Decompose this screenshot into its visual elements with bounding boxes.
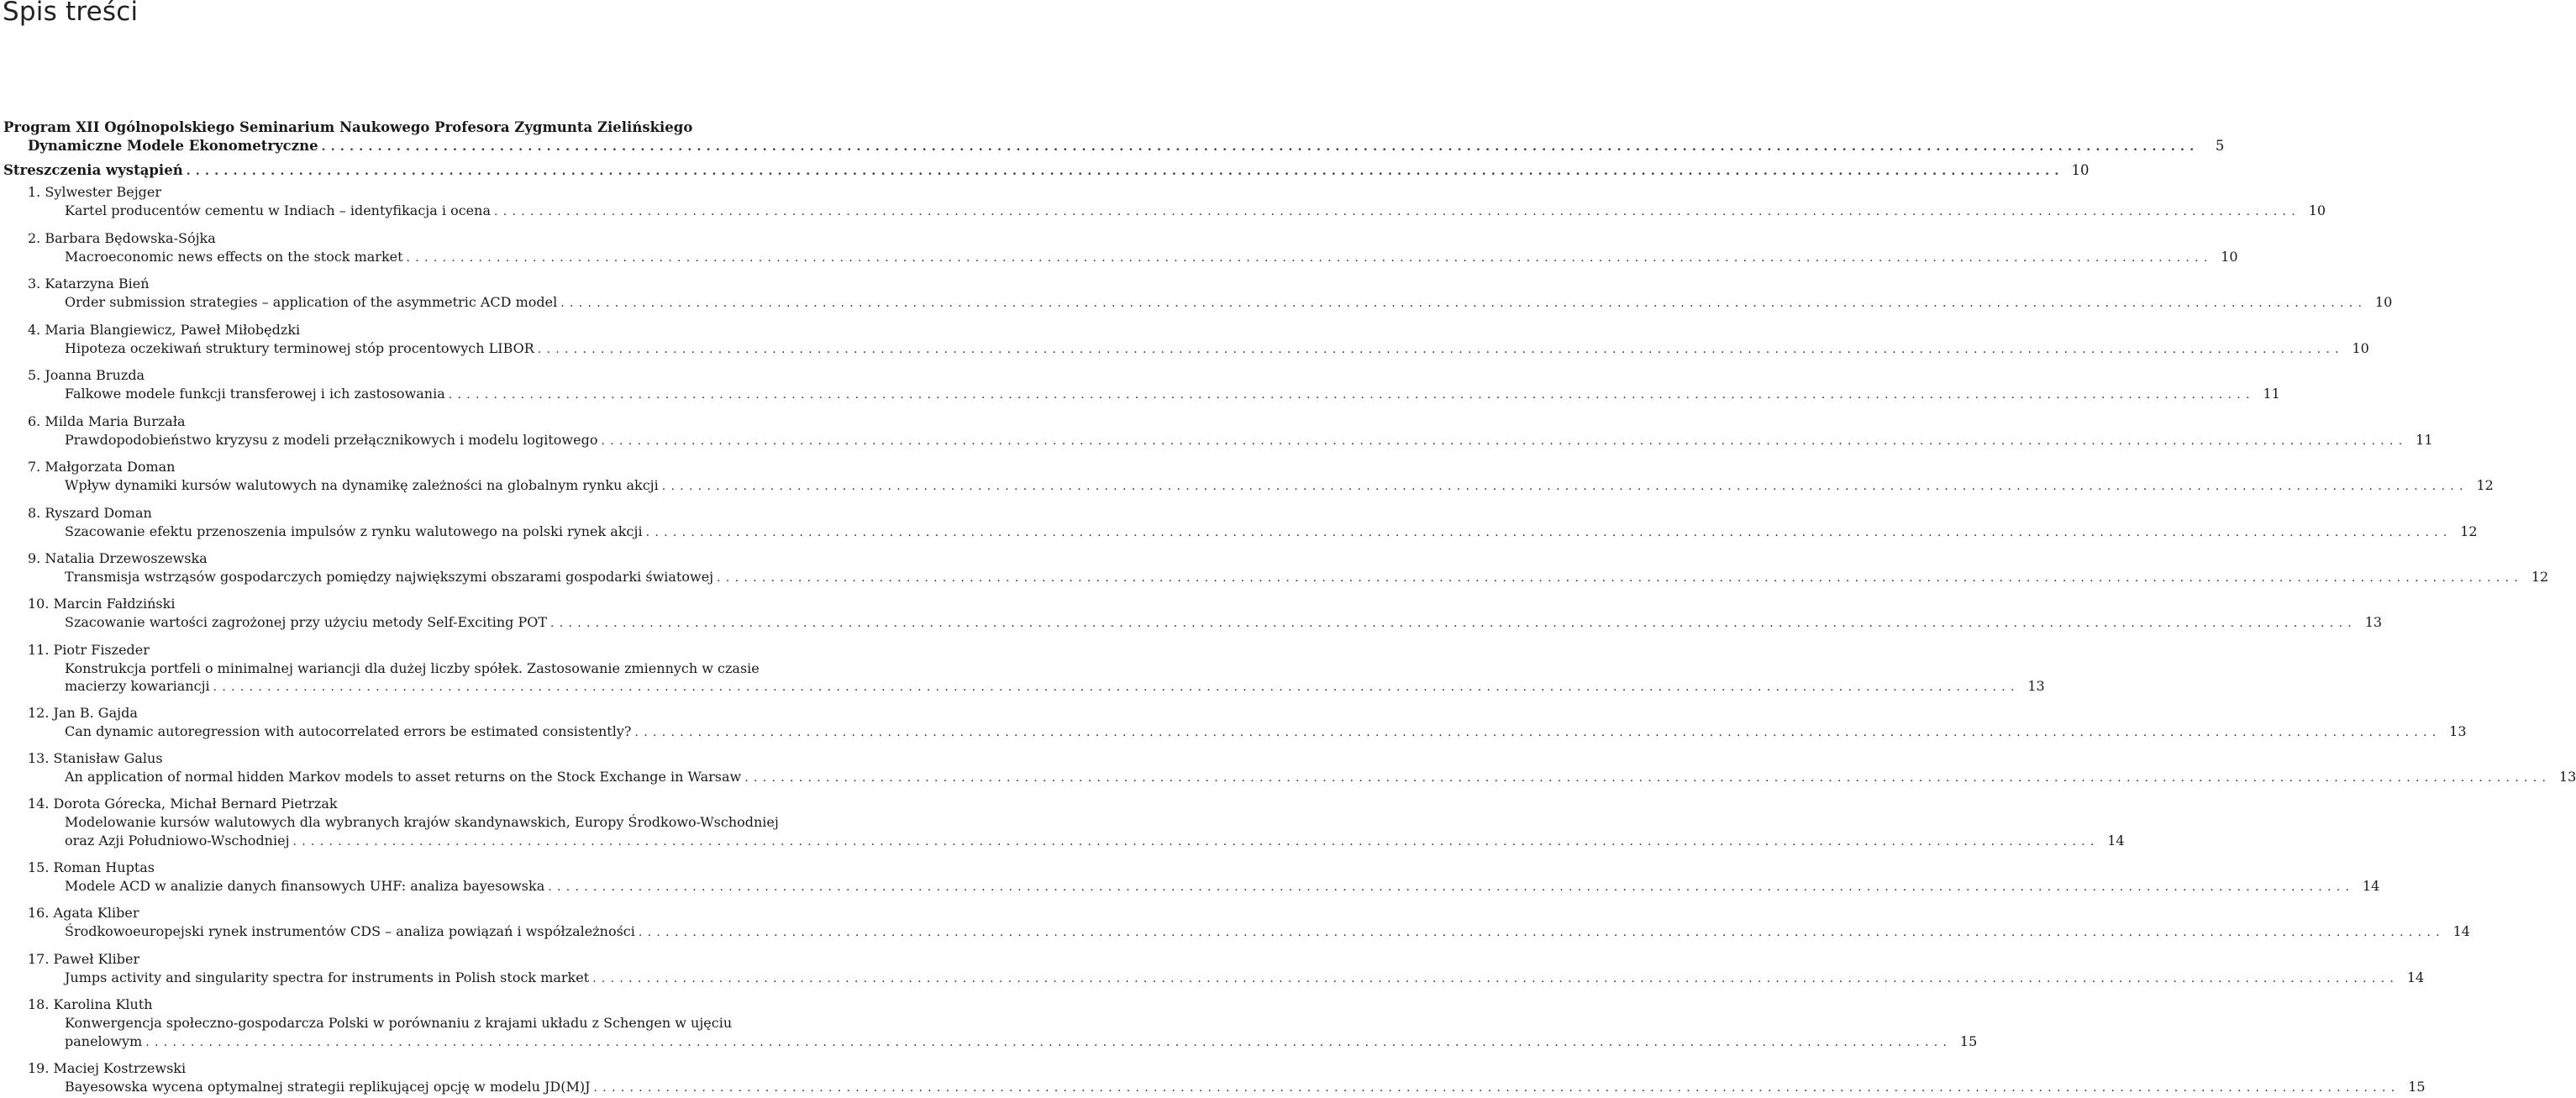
dot-leader: ........................................................................................................................................................................................................	[448, 388, 2255, 402]
toc-entry-author[interactable]: 8. Ryszard Doman	[28, 505, 152, 521]
dot-leader: ........................................................................................................................................................................................................	[560, 297, 2368, 310]
dot-leader: ........................................................................................................................................................................................................	[548, 880, 2355, 894]
dot-leader: ........................................................................................................................................................................................................	[145, 1036, 1953, 1049]
toc-entry-author[interactable]: 19. Maciej Kostrzewski	[28, 1060, 187, 1076]
page-number: 14	[2107, 833, 2125, 848]
page-number: 10	[2374, 294, 2393, 310]
dot-leader: ........................................................................................................................................................................................................	[537, 343, 2344, 356]
toc-entry[interactable]	[65, 340, 2369, 358]
toc-entry-author[interactable]: 9. Natalia Drzewoszewska	[28, 550, 208, 566]
page-number: 13	[2558, 769, 2576, 785]
toc-entry-title: macierzy kowariancji	[65, 678, 210, 694]
toc-entry[interactable]	[65, 294, 2393, 312]
toc-entry-author[interactable]: 14. Dorota Górecka, Michał Bernard Pietrzak	[28, 796, 338, 812]
page-number: 14	[2362, 878, 2380, 894]
toc-entry[interactable]	[65, 249, 2238, 266]
toc-program-entry[interactable]	[28, 138, 2225, 155]
page-number: 10	[2308, 202, 2326, 218]
dot-leader: ........................................................................................................................................................................................................	[744, 771, 2552, 785]
page-number: 10	[2071, 162, 2090, 178]
toc-entry-author[interactable]: 18. Karolina Kluth	[28, 996, 153, 1012]
toc-entry-title: Wpływ dynamiki kursów walutowych na dynamikę zależności na globalnym rynku akcji	[65, 477, 659, 493]
page-number: 12	[2531, 569, 2549, 585]
toc-entry-author[interactable]: 7. Małgorzata Doman	[28, 459, 176, 475]
dot-leader: ........................................................................................................................................................................................................	[406, 251, 2213, 265]
toc-entry-author[interactable]: 5. Joanna Bruzda	[28, 367, 145, 383]
page-number: 13	[2449, 723, 2467, 739]
toc-entry-title: Macroeconomic news effects on the stock market	[65, 249, 403, 265]
toc-streszczenia-entry[interactable]	[3, 162, 2090, 180]
page-title: Spis treści	[3, 0, 139, 27]
toc-entry-title: An application of normal hidden Markov models to asset returns on the Stock Exchange in Warsaw	[65, 769, 742, 785]
toc-entry-title: Falkowe modele funkcji transferowej i ich zastosowania	[65, 386, 445, 402]
dot-leader: ........................................................................................................................................................................................................	[645, 526, 2452, 539]
dot-leader: ........................................................................................................................................................................................................	[186, 165, 2064, 178]
toc-streszczenia-label: Streszczenia wystąpień	[3, 162, 183, 178]
toc-entry-author[interactable]: 1. Sylwester Bejger	[28, 184, 162, 200]
toc-entry-author[interactable]: 11. Piotr Fiszeder	[28, 642, 150, 658]
toc-entry-title: oraz Azji Południowo-Wschodniej	[65, 833, 290, 848]
page-number: 10	[2221, 249, 2238, 265]
page-number: 5	[2215, 138, 2225, 154]
page-number: 10	[2352, 340, 2369, 356]
toc-entry-title: Szacowanie wartości zagrożonej przy użyciu metody Self-Exciting POT	[65, 614, 548, 630]
page-number: 11	[2416, 432, 2433, 448]
toc-entry-title: Modele ACD w analizie danych finansowych UHF: analiza bayesowska	[65, 878, 545, 894]
toc-entry-title-line1[interactable]: Konwergencja społeczno-gospodarcza Polski w porównaniu z krajami układu z Schengen w ujęciu	[65, 1015, 733, 1031]
toc-entry-author[interactable]: 13. Stanisław Galus	[28, 750, 163, 766]
toc-entry[interactable]	[65, 386, 2280, 403]
toc-entry-title: Bayesowska wycena optymalnej strategii replikującej opcję w modelu JD(M)J	[65, 1079, 591, 1095]
toc-entry[interactable]	[65, 769, 2576, 786]
toc-entry-title: Szacowanie efektu przenoszenia impulsów z rynku walutowego na polski rynek akcji	[65, 523, 643, 539]
toc-entry-title-line1[interactable]: Konstrukcja portfeli o minimalnej wariancji dla dużej liczby spółek. Zastosowanie zmiennych w czasie	[65, 660, 760, 676]
dot-leader: ........................................................................................................................................................................................................	[213, 680, 2020, 694]
toc-entry[interactable]	[65, 923, 2470, 941]
toc-entry[interactable]	[65, 614, 2383, 632]
page-number: 11	[2263, 386, 2280, 402]
page-number: 15	[1959, 1033, 1978, 1049]
toc-entry-title: Prawdopodobieństwo kryzysu z modeli przełącznikowych i modelu logitowego	[65, 432, 598, 448]
toc-entry-title: panelowym	[65, 1033, 143, 1049]
toc-program-line1[interactable]: Program XII Ogólnopolskiego Seminarium Naukowego Profesora Zygmunta Zielińskiego	[3, 119, 693, 135]
page-number: 15	[2408, 1079, 2426, 1095]
toc-entry-author[interactable]: 15. Roman Huptas	[28, 859, 155, 875]
toc-entry-author[interactable]: 12. Jan B. Gajda	[28, 705, 138, 721]
toc-entry-author[interactable]: 10. Marcin Fałdziński	[28, 596, 176, 612]
page-number: 12	[2476, 477, 2494, 493]
toc-entry-title: Jumps activity and singularity spectra for instruments in Polish stock market	[65, 969, 590, 985]
page-number: 12	[2460, 523, 2478, 539]
toc-entry[interactable]	[65, 569, 2549, 586]
dot-leader: ........................................................................................................................................................................................................	[494, 205, 2301, 218]
dot-leader: ........................................................................................................................................................................................................	[638, 926, 2445, 939]
toc-entry-title: Transmisja wstrząsów gospodarczych pomiędzy największymi obszarami gospodarki światowej	[65, 569, 714, 585]
toc-entry-author[interactable]: 3. Katarzyna Bień	[28, 276, 150, 292]
dot-leader: ........................................................................................................................................................................................................	[321, 140, 2200, 154]
dot-leader: ........................................................................................................................................................................................................	[292, 835, 2100, 848]
dot-leader: ........................................................................................................................................................................................................	[717, 571, 2524, 585]
toc-entry[interactable]	[65, 723, 2467, 741]
toc-entry-author[interactable]: 4. Maria Blangiewicz, Paweł Miłobędzki	[28, 322, 301, 338]
dot-leader: ........................................................................................................................................................................................................	[592, 972, 2400, 985]
toc-entry[interactable]	[65, 969, 2425, 987]
dot-leader: ........................................................................................................................................................................................................	[593, 1081, 2400, 1095]
dot-leader: ........................................................................................................................................................................................................	[550, 617, 2358, 630]
toc-entry-title: Can dynamic autoregression with autocorrelated errors be estimated consistently?	[65, 723, 632, 739]
toc-entry[interactable]	[65, 878, 2380, 896]
page-number: 14	[2406, 969, 2425, 985]
page-number: 13	[2364, 614, 2383, 630]
page-number: 13	[2027, 678, 2045, 694]
toc-entry-title: Środkowoeuropejski rynek instrumentów CDS – analiza powiązań i współzależności	[65, 923, 635, 939]
toc-entry-author[interactable]: 2. Barbara Będowska-Sójka	[28, 230, 216, 246]
toc-entry[interactable]	[65, 202, 2326, 220]
dot-leader: ........................................................................................................................................................................................................	[601, 434, 2408, 448]
toc-entry-title: Order submission strategies – application of the asymmetric ACD model	[65, 294, 558, 310]
toc-entry-author[interactable]: 17. Paweł Kliber	[28, 951, 140, 967]
toc-entry[interactable]	[65, 432, 2433, 449]
toc-entry-title: Hipoteza oczekiwań struktury terminowej stóp procentowych LIBOR	[65, 340, 534, 356]
dot-leader: ........................................................................................................................................................................................................	[634, 726, 2442, 739]
toc-entry-title: Kartel producentów cementu w Indiach – identyfikacja i ocena	[65, 202, 491, 218]
toc-entry[interactable]	[65, 1079, 2426, 1096]
toc-program-line2: Dynamiczne Modele Ekonometryczne	[28, 138, 318, 154]
toc-entry-author[interactable]: 16. Agata Kliber	[28, 905, 139, 921]
page-number: 14	[2452, 923, 2470, 939]
toc-entry[interactable]	[65, 1033, 1978, 1051]
toc-entry[interactable]	[65, 477, 2494, 495]
toc-entry[interactable]	[65, 523, 2478, 541]
toc-entry-author[interactable]: 6. Milda Maria Burzała	[28, 413, 186, 429]
toc-entry[interactable]	[65, 678, 2045, 696]
toc-entry[interactable]	[65, 833, 2125, 850]
dot-leader: ........................................................................................................................................................................................................	[661, 480, 2468, 493]
toc-entry-title-line1[interactable]: Modelowanie kursów walutowych dla wybranych krajów skandynawskich, Europy Środkowo-Wschodniej	[65, 814, 779, 830]
